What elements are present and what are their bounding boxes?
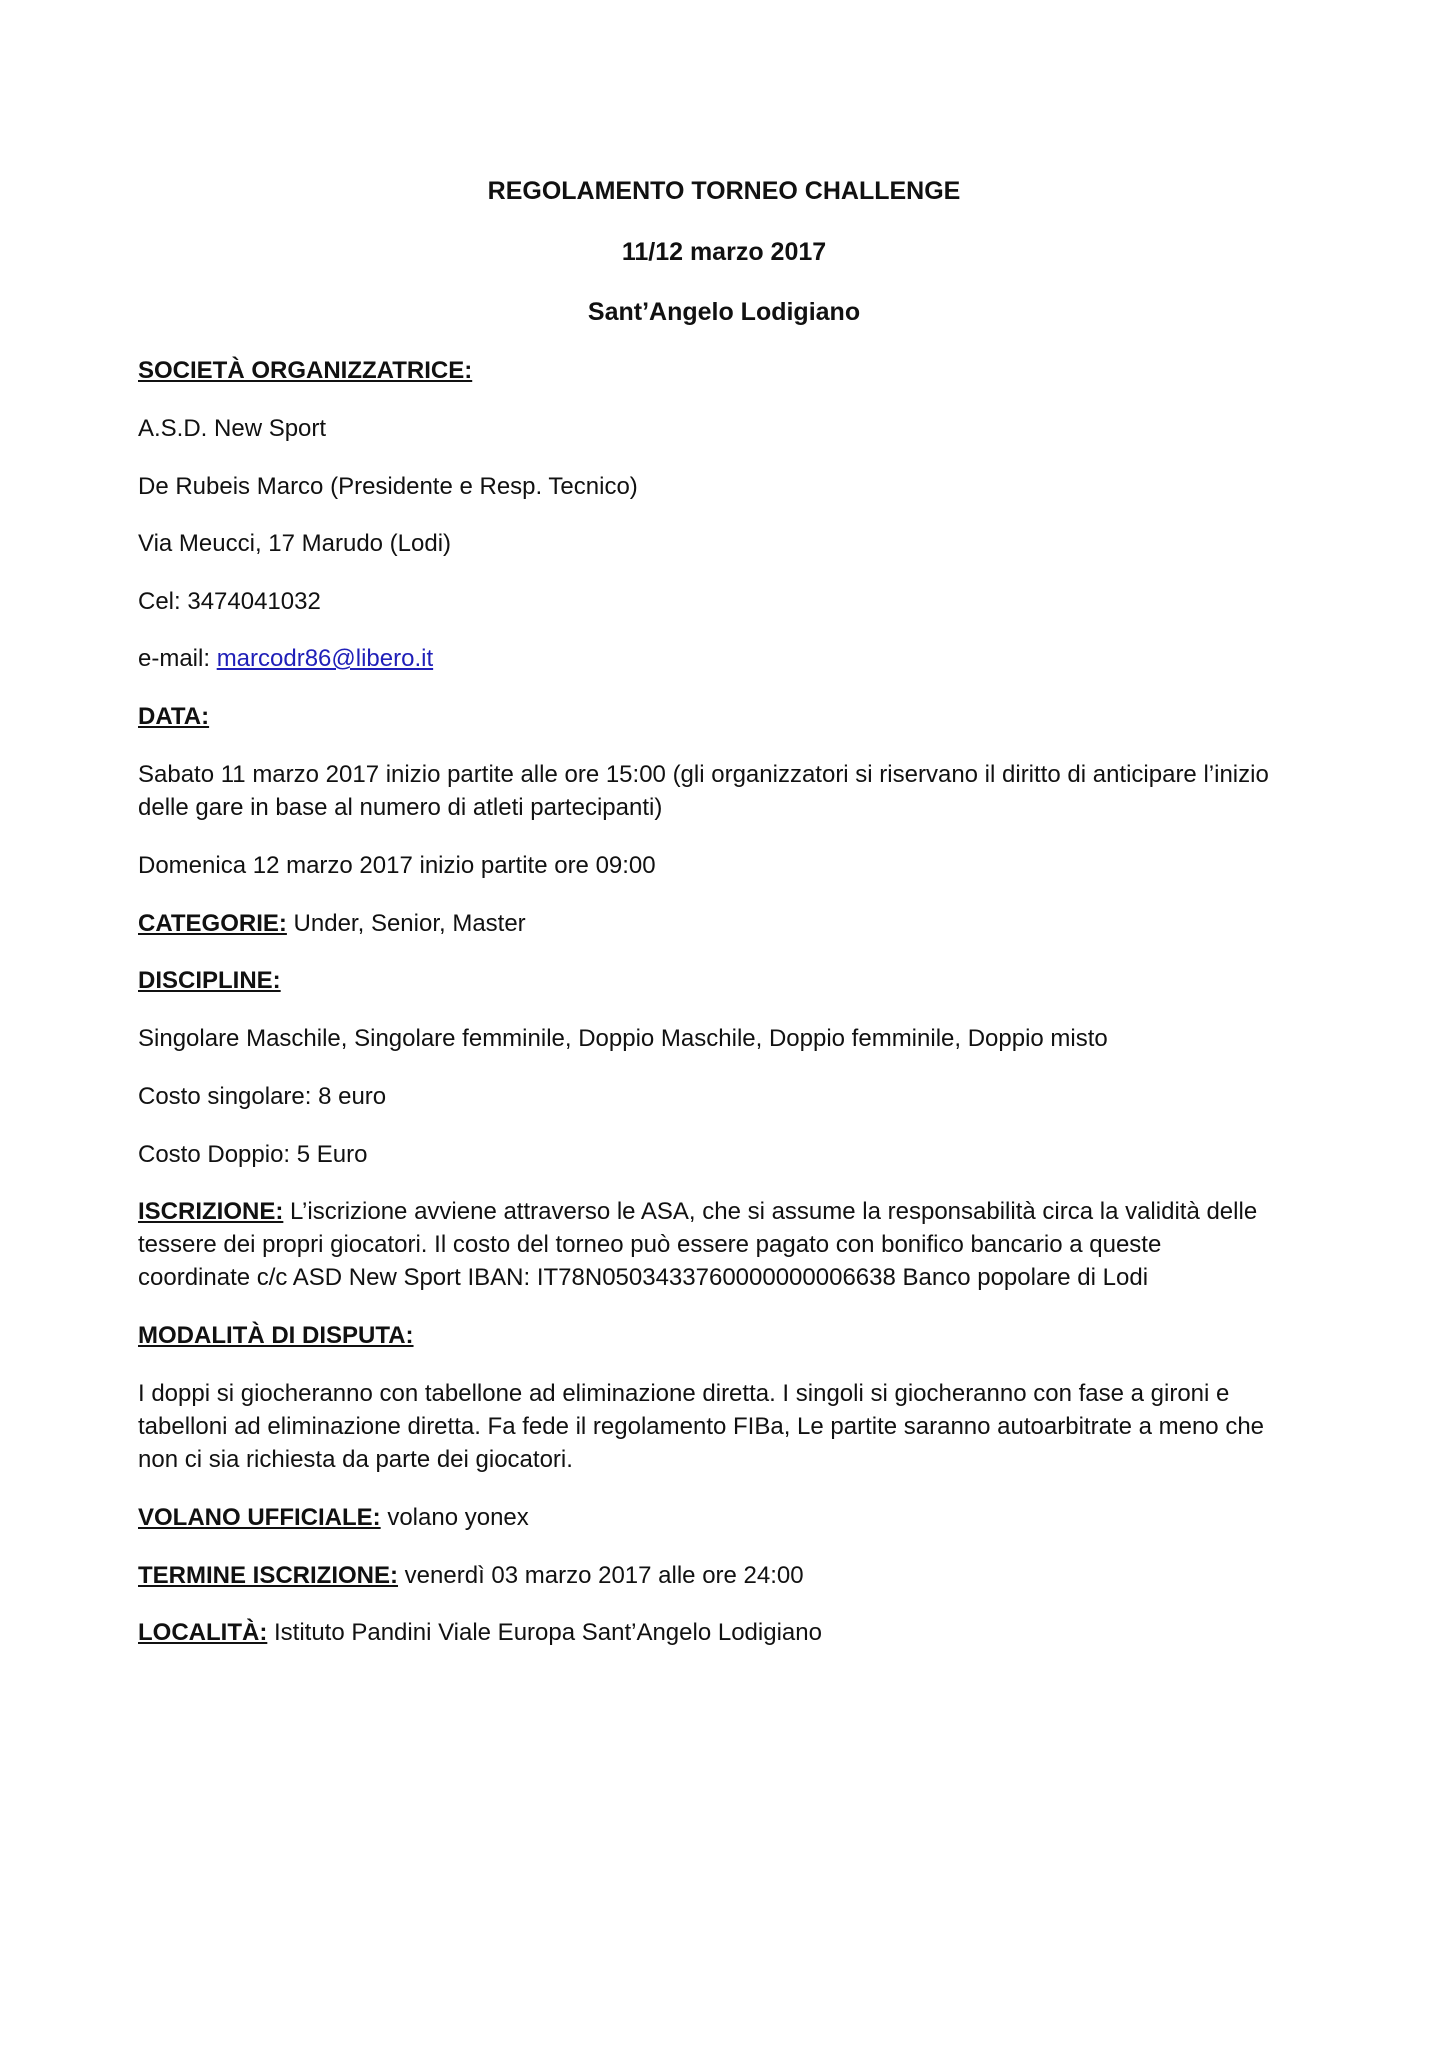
registration-text-1: L’iscrizione avviene attraverso le ASA, che si assume la responsabilità circa la validità delle [283,1198,1258,1225]
tournament-place: Sant’Angelo Lodigiano [587,298,861,326]
format-line-2: tabelloni ad eliminazione diretta. Fa fede il regolamento FIBa, Le partite saranno autoarbitrate a meno che [138,1413,1265,1440]
cost-double: Costo Doppio: 5 Euro [138,1141,368,1168]
organizer-email-line [138,642,433,675]
deadline-line [138,1559,804,1592]
organizer-phone: Cel: 3474041032 [138,588,321,615]
schedule-sunday: Domenica 12 marzo 2017 inizio partite ore 09:00 [138,852,656,879]
cost-single: Costo singolare: 8 euro [138,1083,387,1110]
categories-line [138,907,526,940]
shuttle-heading: VOLANO UFFICIALE: [138,1504,381,1531]
organizer-person: De Rubeis Marco (Presidente e Resp. Tecnico) [138,473,638,500]
deadline-heading: TERMINE ISCRIZIONE: [138,1562,399,1589]
shuttle-text: volano yonex [380,1504,529,1531]
format-heading: MODALITÀ DI DISPUTA: [138,1322,414,1349]
venue-heading: LOCALITÀ: [138,1619,268,1646]
deadline-text: venerdì 03 marzo 2017 alle ore 24:00 [398,1562,804,1589]
schedule-saturday-line-1: Sabato 11 marzo 2017 inizio partite alle ore 15:00 (gli organizzatori si riservano il diritto di anticipare l’inizio [138,761,1269,788]
venue-text: Istituto Pandini Viale Europa Sant’Angelo Lodigiano [267,1619,822,1646]
registration-line-1 [138,1195,1257,1228]
organizer-club: A.S.D. New Sport [138,415,327,442]
registration-line-2: tessere dei propri giocatori. Il costo del torneo può essere pagato con bonifico bancario a queste [138,1231,1162,1258]
disciplines-list: Singolare Maschile, Singolare femminile, Doppio Maschile, Doppio femminile, Doppio misto [138,1025,1108,1052]
document-title: REGOLAMENTO TORNEO CHALLENGE [487,177,961,205]
organizer-heading: SOCIETÀ ORGANIZZATRICE: [138,357,473,384]
schedule-heading: DATA: [138,703,210,730]
shuttle-line [138,1501,529,1534]
email-link[interactable]: marcodr86@libero.it [216,645,434,672]
categories-heading: CATEGORIE: [138,910,287,937]
organizer-address: Via Meucci, 17 Marudo (Lodi) [138,530,452,557]
registration-line-3: coordinate c/c ASD New Sport IBAN: IT78N0503433760000000006638 Banco popolare di Lodi [138,1264,1149,1291]
venue-line [138,1616,822,1649]
schedule-saturday-line-2: delle gare in base al numero di atleti partecipanti) [138,794,663,821]
disciplines-heading: DISCIPLINE: [138,967,281,994]
registration-heading: ISCRIZIONE: [138,1198,284,1225]
email-label: e-mail: [138,645,217,672]
tournament-dates: 11/12 marzo 2017 [621,238,827,266]
format-line-1: I doppi si giocheranno con tabellone ad eliminazione diretta. I singoli si giocheranno con fase a gironi e [138,1380,1230,1407]
categories-text: Under, Senior, Master [286,910,526,937]
format-line-3: non ci sia richiesta da parte dei giocatori. [138,1446,573,1473]
